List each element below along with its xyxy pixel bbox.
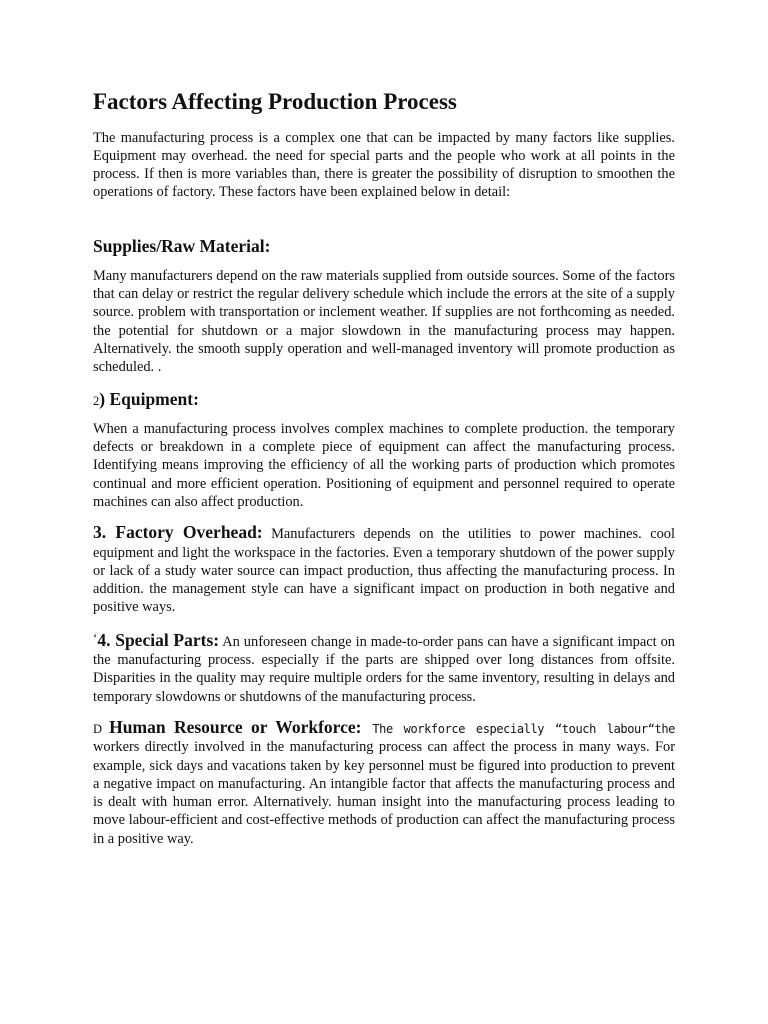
page-title: Factors Affecting Production Process: [93, 89, 457, 114]
document-body: [93, 88, 675, 858]
intro-paragraph: The manufacturing process is a complex one that can be impacted by many factors like supplies. Equipment may overhead. the need for special parts and the people who work at all points in the process. If then is more variables than, there is greater the possibility of disruption to smoothen the operations of factory. These factors have been explained below in detail:: [93, 129, 675, 201]
human-resource-mono-text: The workforce especially “touch labour“the: [361, 721, 675, 736]
equipment-heading: [93, 389, 675, 410]
equipment-number: 2: [93, 393, 100, 408]
human-resource-prefix: D: [93, 721, 110, 736]
overhead-heading: 3. Factory Overhead:: [93, 522, 263, 543]
overhead-paragraph: [93, 523, 675, 616]
supplies-paragraph: Many manufacturers depend on the raw materials supplied from outside sources. Some of the factors that can delay or restrict the regular delivery schedule which include the errors at the site of a supply source. problem with transportation or inclement weather. If supplies are not forthcoming as needed. the potential for shutdown or a major slowdown in the manufacturing process may happen. Alternatively. the smooth supply operation and well-managed inventory will promote production as scheduled. .: [93, 267, 675, 376]
human-resource-paragraph: [93, 718, 675, 848]
special-parts-paragraph: [93, 629, 675, 706]
special-parts-text: An unforeseen change in made-to-order pans can have a significant impact on the manufacturing process. especially if the parts are shipped over long distances from offsite. Disparities in the quality may require multiple orders for the same inventory, resulting in delays and temporary slowdowns or shutdowns of the manufacturing process.: [93, 633, 675, 705]
overhead-text: Manufacturers depends on the utilities to power machines. cool equipment and light the workspace in the factories. Even a temporary shutdown of the power supply or lack of a study water source can impact production, thus affecting the manufacturing process. In addition. the management style can have a significant impact on production in both negative and positive ways.: [93, 526, 675, 616]
equipment-paragraph: When a manufacturing process involves complex machines to complete production. the temporary defects or breakdown in a complete piece of equipment can affect the manufacturing process. Identifying means improving the efficiency of all the working parts of production which promotes continual and more efficient operation. Positioning of equipment and personnel required to operate machines can also affect production.: [93, 420, 675, 510]
human-resource-heading: Human Resource or Workforce:: [109, 716, 362, 737]
special-parts-heading: 4. Special Parts:: [97, 629, 220, 650]
human-resource-text: workers directly involved in the manufacturing process can affect the process in many ways. For example, sick days and vacations taken by key personnel must be figured into production to prevent a negative impact on manufacturing. An intangible factor that affects the manufacturing process and is dealt with human error. Alternatively. human insight into the manufacturing process leading to move labour-efficient and cost-effective methods of production can affect the manufacturing process in a positive way.: [93, 739, 675, 847]
supplies-heading: Supplies/Raw Material:: [93, 235, 271, 256]
equipment-heading-text: ) Equipment:: [99, 388, 199, 409]
special-parts-mark: ‘: [93, 629, 98, 645]
